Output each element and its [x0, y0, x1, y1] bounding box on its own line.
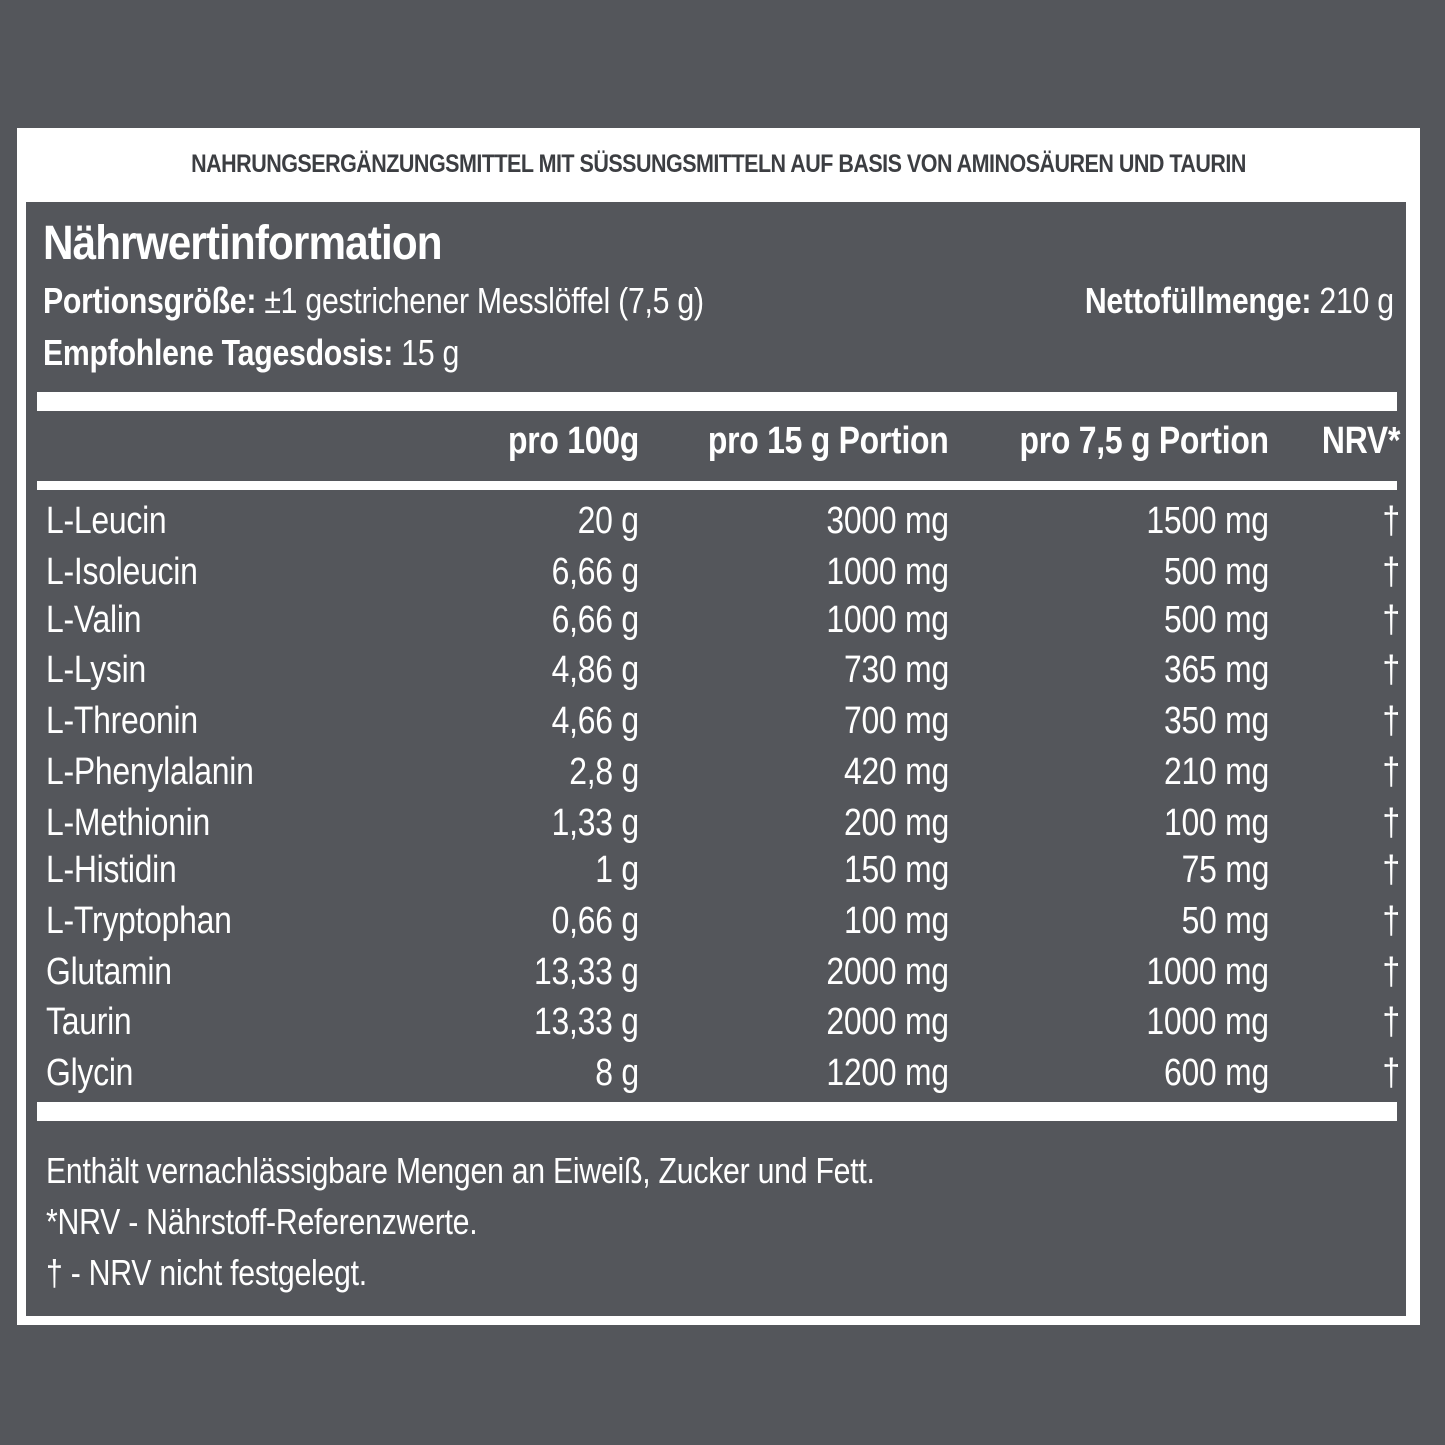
value-nrv: †: [1382, 649, 1400, 691]
value-per-7-5g: 1500 mg: [1146, 500, 1269, 542]
table-row: [26, 802, 1406, 852]
value-per-15g: 1000 mg: [826, 599, 949, 641]
value-per-100g: 6,66 g: [551, 599, 639, 641]
divider-header: [37, 481, 1397, 490]
value-nrv: †: [1382, 500, 1400, 542]
table-row: [26, 849, 1406, 899]
nutrient-name: Glycin: [46, 1052, 134, 1094]
footnote-negligible: Enthält vernachlässigbare Mengen an Eiweiß, Zucker und Fett.: [46, 1150, 875, 1191]
value-per-100g: 20 g: [577, 500, 639, 542]
value-per-15g: 100 mg: [844, 900, 949, 942]
value-per-100g: 4,66 g: [551, 700, 639, 742]
supplement-title: NAHRUNGSERGÄNZUNGSMITTEL MIT SÜSSUNGSMITTELN AUF BASIS VON AMINOSÄUREN UND TAURIN: [191, 149, 1246, 178]
value-per-7-5g: 365 mg: [1164, 649, 1269, 691]
nutrient-name: L-Phenylalanin: [46, 751, 254, 793]
value-per-7-5g: 350 mg: [1164, 700, 1269, 742]
value-per-100g: 13,33 g: [534, 1001, 639, 1043]
value-per-100g: 8 g: [595, 1052, 639, 1094]
value-per-15g: 700 mg: [844, 700, 949, 742]
value-per-7-5g: 1000 mg: [1146, 951, 1269, 993]
value-per-15g: 1000 mg: [826, 551, 949, 593]
value-nrv: †: [1382, 551, 1400, 593]
table-row: [26, 649, 1406, 699]
value-per-7-5g: 50 mg: [1181, 900, 1269, 942]
nutrient-name: L-Tryptophan: [46, 900, 232, 942]
portion-size-label: Portionsgröße:: [43, 280, 257, 321]
value-nrv: †: [1382, 951, 1400, 993]
nutrient-name: Glutamin: [46, 951, 172, 993]
nutrient-name: L-Lysin: [46, 649, 146, 691]
value-nrv: †: [1382, 700, 1400, 742]
nutrient-name: L-Leucin: [46, 500, 167, 542]
value-per-15g: 2000 mg: [826, 951, 949, 993]
nutrient-name: L-Histidin: [46, 849, 177, 891]
value-per-15g: 2000 mg: [826, 1001, 949, 1043]
divider-top: [37, 392, 1397, 411]
footnote-nrv: *NRV - Nährstoff-Referenzwerte.: [46, 1201, 478, 1242]
footnote-dagger: † - NRV nicht festgelegt.: [46, 1252, 367, 1293]
nutrient-name: L-Threonin: [46, 700, 198, 742]
portion-size: [43, 280, 704, 322]
panel-heading: Nährwertinformation: [43, 217, 442, 270]
value-per-15g: 420 mg: [844, 751, 949, 793]
value-nrv: †: [1382, 1052, 1400, 1094]
header-nrv: NRV*: [1321, 420, 1400, 462]
value-per-7-5g: 500 mg: [1164, 551, 1269, 593]
net-quantity-value: 210 g: [1319, 280, 1394, 321]
value-per-15g: 730 mg: [844, 649, 949, 691]
table-row: [26, 900, 1406, 950]
divider-bottom: [37, 1102, 1397, 1121]
value-per-7-5g: 100 mg: [1164, 802, 1269, 844]
header-per-15g: pro 15 g Portion: [708, 420, 949, 462]
value-nrv: †: [1382, 802, 1400, 844]
portion-size-value: ±1 gestrichener Messlöffel (7,5 g): [264, 280, 704, 321]
net-quantity: [1085, 280, 1394, 322]
value-per-7-5g: 75 mg: [1181, 849, 1269, 891]
value-per-15g: 1200 mg: [826, 1052, 949, 1094]
value-per-7-5g: 1000 mg: [1146, 1001, 1269, 1043]
value-nrv: †: [1382, 900, 1400, 942]
value-nrv: †: [1382, 1001, 1400, 1043]
value-per-7-5g: 500 mg: [1164, 599, 1269, 641]
nutrient-name: L-Isoleucin: [46, 551, 198, 593]
daily-dose-value: 15 g: [401, 332, 460, 373]
table-row: [26, 1052, 1406, 1102]
value-per-100g: 2,8 g: [569, 751, 639, 793]
value-per-100g: 13,33 g: [534, 951, 639, 993]
daily-dose-label: Empfohlene Tagesdosis:: [43, 332, 394, 373]
value-per-15g: 3000 mg: [826, 500, 949, 542]
value-nrv: †: [1382, 849, 1400, 891]
nutrient-name: Taurin: [46, 1001, 132, 1043]
table-row: [26, 599, 1406, 649]
value-per-7-5g: 600 mg: [1164, 1052, 1269, 1094]
header-per-7-5g: pro 7,5 g Portion: [1019, 420, 1269, 462]
table-row: [26, 951, 1406, 1001]
table-row: [26, 700, 1406, 750]
table-row: [26, 500, 1406, 550]
value-per-15g: 150 mg: [844, 849, 949, 891]
nutrient-name: L-Valin: [46, 599, 142, 641]
value-per-100g: 1 g: [595, 849, 639, 891]
value-per-100g: 6,66 g: [551, 551, 639, 593]
value-per-100g: 1,33 g: [551, 802, 639, 844]
value-nrv: †: [1382, 751, 1400, 793]
value-per-7-5g: 210 mg: [1164, 751, 1269, 793]
value-nrv: †: [1382, 599, 1400, 641]
table-row: [26, 551, 1406, 601]
table-row: [26, 1001, 1406, 1051]
label-frame: [17, 128, 1420, 1325]
net-quantity-label: Nettofüllmenge:: [1085, 280, 1312, 321]
value-per-15g: 200 mg: [844, 802, 949, 844]
value-per-100g: 0,66 g: [551, 900, 639, 942]
header-per-100g: pro 100g: [507, 420, 639, 462]
nutrition-panel: [26, 202, 1406, 1316]
table-row: [26, 751, 1406, 801]
daily-dose: [43, 332, 459, 374]
nutrient-name: L-Methionin: [46, 802, 211, 844]
value-per-100g: 4,86 g: [551, 649, 639, 691]
